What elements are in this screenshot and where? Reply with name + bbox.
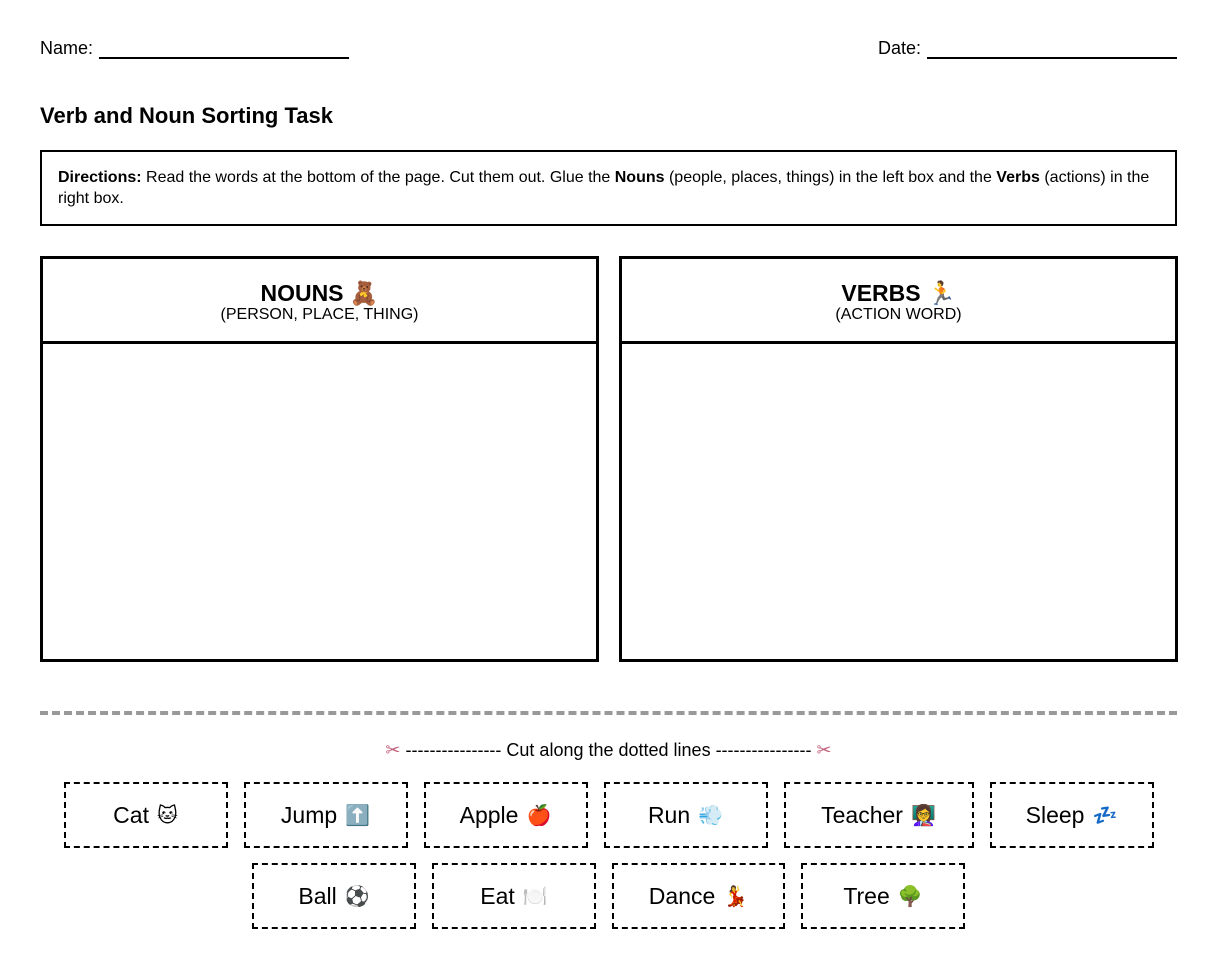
directions-box (40, 150, 1177, 226)
nouns-title-line (260, 280, 378, 306)
nouns-box-header (43, 259, 596, 344)
directions-text-1: Read the words at the bottom of the page. Cut them out. Glue the (141, 169, 615, 186)
scissors-icon: ✂ (385, 740, 401, 760)
verbs-box-header (622, 259, 1175, 344)
runner-icon: 🏃 (927, 280, 956, 306)
word-card-label: Sleep (1025, 801, 1085, 828)
jump-emoji-icon: ⬆️ (345, 804, 371, 827)
directions-verbs-word: Verbs (996, 169, 1040, 186)
cat-emoji-icon: 🐱 (156, 804, 178, 827)
word-card-ball[interactable] (252, 863, 416, 929)
word-card-label: Jump (280, 801, 338, 828)
header-row (40, 38, 1177, 62)
apple-emoji-icon: 🍎 (526, 804, 552, 827)
word-card-eat[interactable] (432, 863, 596, 929)
directions-text-2: (people, places, things) in the left box and the (664, 169, 997, 186)
ball-emoji-icon: ⚽ (344, 885, 370, 908)
verbs-subtitle: (ACTION WORD) (835, 306, 962, 323)
cut-caption (0, 738, 1217, 762)
word-card-jump[interactable] (244, 782, 408, 848)
name-blank-line[interactable] (99, 39, 349, 59)
verbs-title-line (841, 280, 955, 306)
page-title: Verb and Noun Sorting Task (40, 103, 333, 128)
date-label: Date: (877, 38, 921, 58)
verbs-sort-box (619, 256, 1178, 662)
word-card-label: Cat (113, 801, 149, 828)
run-emoji-icon: 💨 (698, 804, 724, 827)
cut-dashed-divider (40, 711, 1177, 715)
name-field (40, 38, 349, 59)
date-blank-line[interactable] (927, 39, 1177, 59)
directions-label: Directions: (58, 169, 142, 186)
word-cards-row-1 (0, 782, 1217, 848)
teddy-bear-icon: 🧸 (349, 280, 379, 306)
tree-emoji-icon: 🌳 (897, 885, 923, 908)
word-card-dance[interactable] (612, 863, 785, 929)
word-card-label: Run (647, 801, 691, 828)
eat-emoji-icon: 🍽️ (522, 885, 548, 908)
word-card-label: Teacher (821, 801, 903, 828)
word-card-run[interactable] (604, 782, 768, 848)
word-card-sleep[interactable] (990, 782, 1154, 848)
word-card-label: Apple (459, 801, 519, 828)
directions-nouns-word: Nouns (614, 169, 665, 186)
nouns-drop-area[interactable] (43, 344, 596, 659)
scissors-icon: ✂ (816, 740, 832, 760)
date-field (878, 38, 1177, 59)
dance-emoji-icon: 💃 (723, 885, 749, 908)
word-card-apple[interactable] (424, 782, 588, 848)
word-card-label: Tree (843, 882, 890, 909)
teacher-emoji-icon: 👩‍🏫 (910, 804, 936, 827)
name-label: Name: (40, 38, 94, 58)
verbs-title: VERBS (841, 280, 921, 306)
word-card-cat[interactable] (64, 782, 228, 848)
directions-text-3: (actions) in the right box. (58, 169, 1150, 207)
nouns-title: NOUNS (260, 280, 344, 306)
nouns-subtitle: (PERSON, PLACE, THING) (220, 306, 419, 323)
sleep-emoji-icon: 💤 (1092, 804, 1118, 827)
nouns-sort-box (40, 256, 599, 662)
word-cards-row-2 (0, 863, 1217, 929)
word-card-tree[interactable] (801, 863, 965, 929)
word-card-label: Ball (298, 882, 337, 909)
word-card-label: Dance (648, 882, 716, 909)
word-card-teacher[interactable] (784, 782, 974, 848)
cut-caption-text: ---------------- Cut along the dotted lines ---------------- (405, 740, 812, 760)
word-card-label: Eat (480, 882, 515, 909)
verbs-drop-area[interactable] (622, 344, 1175, 659)
